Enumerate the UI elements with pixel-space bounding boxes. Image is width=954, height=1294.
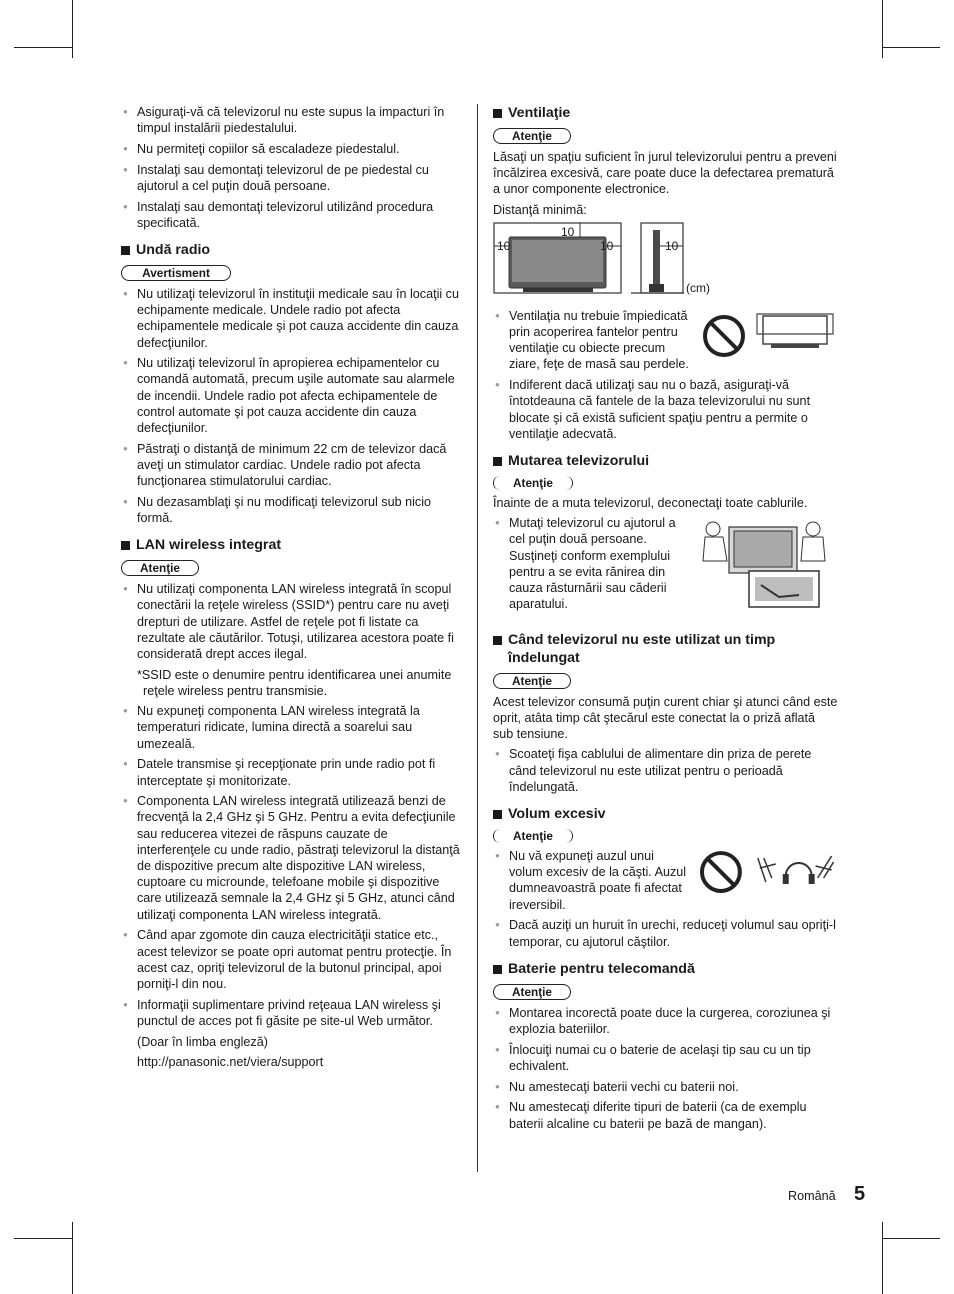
section-heading-radio: Undă radio bbox=[121, 241, 461, 259]
list-item: ● Ventilaţia nu trebuie împiedicată prin acoperirea fantelor pentru ventilaţie cu obiecte precum ziare, feţe de masă sau perdele. bbox=[493, 308, 691, 373]
list-item: ● Când apar zgomote din cauza electricităţii statice etc., acest televizor se poate opri automat pentru protecţie. În acest caz, opriţi televizorul de la butonul principal, apoi porniţi-l din nou. bbox=[121, 927, 461, 992]
two-people-carrying-tv-illustration bbox=[699, 515, 829, 611]
footer-language: Română bbox=[788, 1189, 836, 1203]
square-bullet-icon bbox=[493, 109, 502, 118]
square-bullet-icon bbox=[121, 246, 130, 255]
column-divider bbox=[477, 104, 478, 1172]
section-heading-volum: Volum excesiv bbox=[493, 805, 838, 823]
ventilation-bullet-list-2 bbox=[493, 377, 838, 442]
crop-mark bbox=[882, 47, 940, 48]
list-item: ● Nu amestecaţi diferite tipuri de baterii (ca de exemplu baterii alcaline cu baterii pe bază de mangan). bbox=[493, 1099, 838, 1131]
warning-badge: Avertisment bbox=[121, 265, 231, 281]
list-item: ● Nu amestecaţi baterii vechi cu baterii noi. bbox=[493, 1079, 838, 1095]
moving-bullet-row bbox=[493, 515, 838, 617]
dim-right-label: 10 bbox=[600, 238, 614, 253]
radio-bullet-list bbox=[121, 286, 461, 526]
intro-bullet-list bbox=[121, 104, 461, 231]
ventilation-bullet-row bbox=[493, 308, 838, 377]
list-item: ● Montarea incorectă poate duce la curgerea, coroziunea şi explozia bateriilor. bbox=[493, 1005, 838, 1037]
list-item: ● Instalaţi sau demontaţi televizorul utilizând procedura specificată. bbox=[121, 199, 461, 231]
list-item: ● Nu vă expuneţi auzul unui volum excesiv de la căşti. Auzul dumneavoastră poate fi afectat ireversibil. bbox=[493, 848, 690, 913]
dim-side-label: 10 bbox=[665, 238, 679, 253]
list-item: ● Instalaţi sau demontaţi televizorul de pe piedestal cu ajutorul a cel puţin două persoane. bbox=[121, 162, 461, 194]
battery-bullet-list bbox=[493, 1005, 838, 1132]
list-item: ● Asiguraţi-vă că televizorul nu este supus la impacturi în timpul instalării piedestalului. bbox=[121, 104, 461, 136]
list-item: ● Componenta LAN wireless integrată utilizează benzi de frecvenţă la 2,4 GHz şi 5 GHz. Pentru a evita defecţiunile sau reducerea vitezei de răspuns cauzate de interferenţele cu unde radio, păstraţi televizorul la distanţă de dispozitive precum alte dispozitive LAN wireless, cuptoare cu microunde, telefoane mobile şi dispozitive care utilizează semnale la 2,4 GHz şi 5 GHz, atunci când utilizaţi componenta LAN wireless integrată. bbox=[121, 793, 461, 923]
crop-mark bbox=[72, 1222, 73, 1294]
crop-mark bbox=[72, 0, 73, 58]
ventilation-clearance-diagram bbox=[493, 222, 733, 298]
crop-mark bbox=[882, 1238, 940, 1239]
section-heading-neutilizat: Când televizorul nu este utilizat un timp îndelungat bbox=[493, 631, 838, 667]
list-item: ● Indiferent dacă utilizaţi sau nu o bază, asiguraţi-vă întotdeauna că fantele de la baza televizorului nu sunt blocate şi că există suficient spaţiu pentru a permite o ventilaţie adecvată. bbox=[493, 377, 838, 442]
square-bullet-icon bbox=[493, 636, 502, 645]
crop-mark bbox=[14, 47, 72, 48]
page-number: 5 bbox=[854, 1183, 866, 1205]
volume-bullet-list bbox=[493, 848, 690, 917]
caution-badge: Atenţie bbox=[121, 560, 199, 576]
unit-label: (cm) bbox=[686, 280, 710, 295]
list-item: ● Informaţii suplimentare privind reţeaua LAN wireless şi punctul de acces pot fi găsite pe site-ul Web următor. bbox=[121, 997, 461, 1029]
crop-mark bbox=[14, 1238, 72, 1239]
min-distance-label: Distanţă minimă: bbox=[493, 202, 587, 217]
caution-badge: Atenţie bbox=[493, 128, 571, 144]
list-item: ● Mutaţi televizorul cu ajutorul a cel puţin două persoane. Susţineţi conform exemplului pentru a se evita rănirea din cauza răsturnării sau căderii aparatului. bbox=[493, 515, 687, 612]
square-bullet-icon bbox=[493, 810, 502, 819]
square-bullet-icon bbox=[121, 541, 130, 550]
unused-text: Acest televizor consumă puţin curent chiar şi atunci când este oprit, atâta timp cât ştecărul este conectat la o priză aflată sub tensiune. bbox=[493, 694, 838, 742]
moving-bullet-list bbox=[493, 515, 687, 617]
unused-bullet-list bbox=[493, 746, 838, 795]
list-item: ● Înlocuiţi numai cu o baterie de acelaşi tip sau cu un tip echivalent. bbox=[493, 1042, 838, 1074]
list-item: ● Dacă auziţi un huruit în urechi, reduceţi volumul sau opriţi-l temporar, cu ajutorul căştilor. bbox=[493, 917, 838, 949]
no-covering-icon bbox=[697, 308, 837, 368]
list-item: ● Păstraţi o distanţă de minimum 22 cm de televizor dacă aveţi un stimulator cardiac. Undele radio pot afecta funcţionarea stimulatorului cardiac. bbox=[121, 441, 461, 490]
dim-left-label: 10 bbox=[497, 238, 511, 253]
dim-top-label: 10 bbox=[561, 224, 575, 239]
caution-badge: Atenţie bbox=[493, 984, 571, 1000]
left-column bbox=[121, 104, 461, 1074]
list-item: ● Nu utilizaţi componenta LAN wireless integrată în scopul conectării la reţele wireless (SSID*) pentru care nu aveţi drepturi de utilizare. Astfel de reţele pot fi listate ca rezultate ale căutărilor. Totuşi, utilizarea acestora poate fi considerată drept acces ilegal. bbox=[121, 581, 461, 662]
list-item: ● Datele transmise şi recepţionate prin unde radio pot fi interceptate şi monitorizate. bbox=[121, 756, 461, 788]
section-heading-lan: LAN wireless integrat bbox=[121, 536, 461, 554]
section-heading-mutarea: Mutarea televizorului bbox=[493, 452, 838, 470]
square-bullet-icon bbox=[493, 965, 502, 974]
list-item: ● Nu permiteţi copiilor să escaladeze piedestalul. bbox=[121, 141, 461, 157]
volume-bullet-row bbox=[493, 848, 838, 917]
square-bullet-icon bbox=[493, 457, 502, 466]
no-loud-headphones-icon bbox=[698, 848, 838, 898]
crop-mark bbox=[882, 0, 883, 58]
volume-bullet-list-2 bbox=[493, 917, 838, 949]
list-item: ● Nu expuneţi componenta LAN wireless integrată la temperaturi ridicate, lumina directă a soarelui sau umezeală. bbox=[121, 703, 461, 752]
english-only-note: (Doar în limba engleză) bbox=[137, 1034, 268, 1049]
right-column bbox=[493, 104, 838, 1136]
lan-bullet-list-2 bbox=[121, 703, 461, 1029]
list-item: ● Scoateţi fişa cablului de alimentare din priza de perete când televizorul nu este utilizat pentru o perioadă îndelungată. bbox=[493, 746, 838, 795]
ventilation-bullet-list bbox=[493, 308, 691, 377]
lan-bullet-list bbox=[121, 581, 461, 662]
crop-mark bbox=[882, 1222, 883, 1294]
section-heading-ventilatie: Ventilaţie bbox=[493, 104, 838, 122]
support-link[interactable]: http://panasonic.net/viera/support bbox=[137, 1054, 324, 1069]
caution-badge: Atenţie bbox=[493, 476, 573, 490]
caution-badge: Atenţie bbox=[493, 829, 573, 843]
list-item: ● Nu dezasamblaţi şi nu modificaţi televizorul sub nicio formă. bbox=[121, 494, 461, 526]
section-heading-baterie: Baterie pentru telecomandă bbox=[493, 960, 838, 978]
ventilation-text: Lăsaţi un spaţiu suficient în jurul televizorului pentru a preveni încălzirea excesivă, care poate duce la defectarea prematură a unor componente electronice. bbox=[493, 150, 837, 197]
caution-badge: Atenţie bbox=[493, 673, 571, 689]
ssid-note: *SSID este o denumire pentru identificarea unei anumite reţele wireless pentru transmisie. bbox=[137, 667, 452, 698]
list-item: ● Nu utilizaţi televizorul în apropierea echipamentelor cu comandă automată, precum uşile automate sau alarmele de incendii. Undele radio pot afecta echipamentele de control automate şi pot cauza accidente din cauza defecţiunilor. bbox=[121, 355, 461, 436]
moving-text: Înainte de a muta televizorul, deconectaţi toate cablurile. bbox=[493, 495, 808, 510]
list-item: ● Nu utilizaţi televizorul în instituţii medicale sau în locaţii cu echipamente medicale. Undele radio pot afecta echipamentele medicale şi pot cauza accidente din cauza defecţiunilor. bbox=[121, 286, 461, 351]
